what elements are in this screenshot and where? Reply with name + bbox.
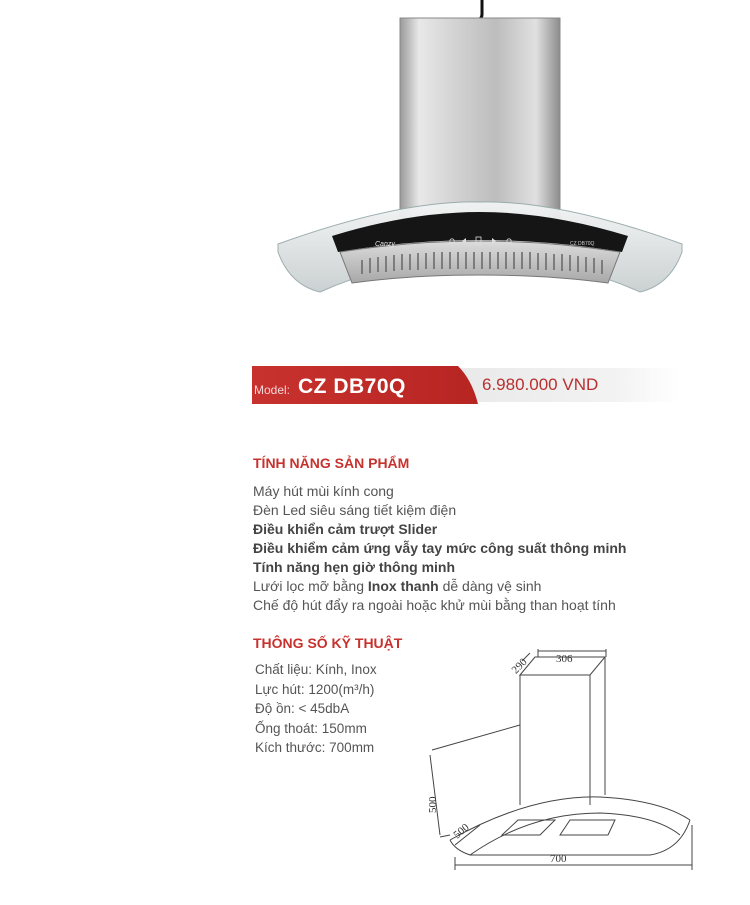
dim-width-top: 306	[556, 653, 573, 665]
spec-item: Độ ồn: < 45dbA	[255, 701, 350, 716]
feature-item: Điều khiểm cảm ứng vẫy tay mức công suất thông minh	[253, 540, 627, 556]
spec-item: Lực hút: 1200(m³/h)	[255, 681, 375, 697]
feature-text: dễ dàng vệ sinh	[438, 578, 542, 594]
dim-depth-top: 290	[509, 656, 530, 677]
feature-text: Lưới lọc mỡ bằng	[253, 578, 368, 594]
specs-title: THÔNG SỐ KỸ THUẬT	[253, 635, 403, 651]
dim-height: 500	[427, 796, 439, 813]
dim-depth-bottom: 500	[451, 821, 472, 842]
brand-logo: Canzy	[375, 241, 395, 248]
dimension-drawing	[410, 645, 710, 875]
model-price-bar	[252, 366, 680, 404]
product-price: 6.980.000 VND	[482, 375, 599, 394]
spec-item: Chất liệu: Kính, Inox	[255, 662, 377, 677]
feature-item: Máy hút mùi kính cong	[253, 483, 394, 499]
feature-item: Điều khiển cảm trượt Slider	[253, 521, 438, 537]
model-code: CZ DB70Q	[298, 375, 406, 398]
feature-highlight: Inox thanh	[367, 578, 439, 594]
model-label: Model:	[254, 383, 291, 397]
feature-item	[253, 577, 713, 596]
panel-model-text: CZ DB70Q	[570, 241, 595, 247]
features-title: TÍNH NĂNG SẢN PHẨM	[253, 455, 410, 471]
feature-item: Chế độ hút đẩy ra ngoài hoặc khử mùi bằng than hoạt tính	[253, 597, 616, 613]
features-list	[253, 482, 713, 615]
dim-width-bottom: 700	[550, 853, 567, 865]
feature-item: Đèn Led siêu sáng tiết kiệm điện	[253, 502, 457, 518]
product-image	[270, 0, 690, 300]
feature-item: Tính năng hẹn giờ thông minh	[253, 559, 456, 575]
specs-list	[255, 660, 377, 758]
spec-item: Ống thoát: 150mm	[255, 720, 367, 736]
spec-item: Kích thước: 700mm	[255, 740, 375, 755]
